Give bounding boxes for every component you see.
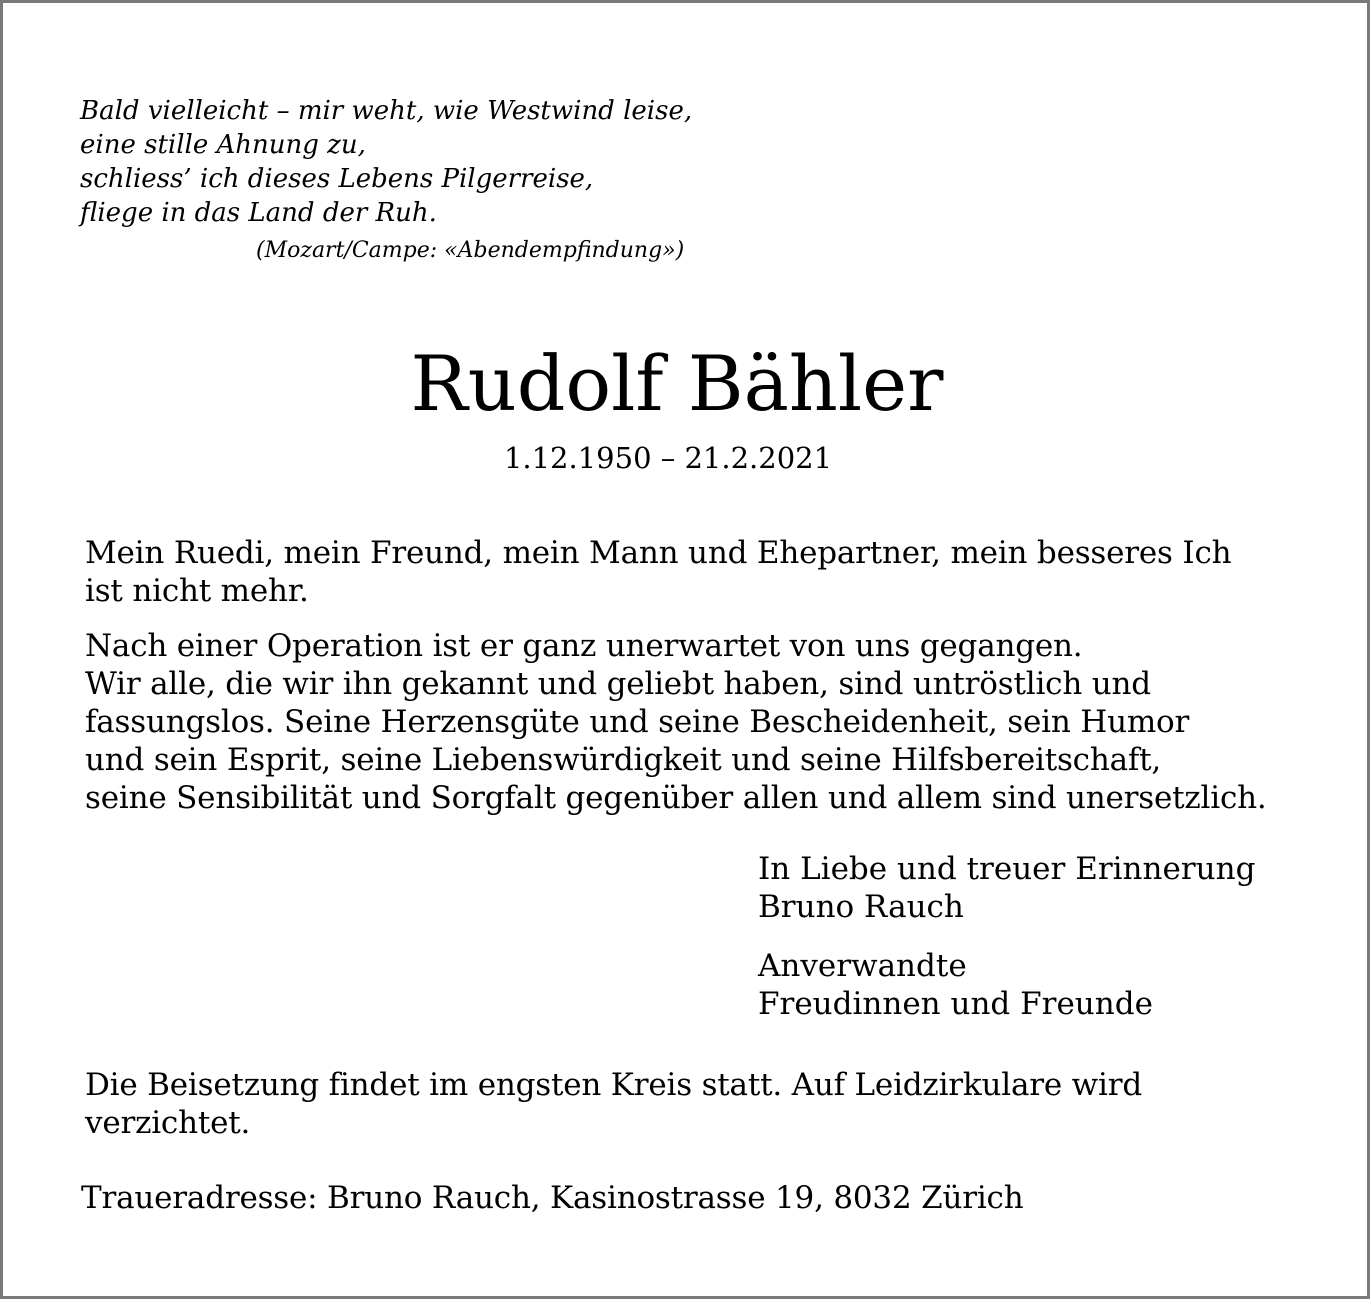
poem-line: Bald vielleicht – mir weht, wie Westwind leise, bbox=[80, 96, 693, 126]
signature-block bbox=[758, 850, 1255, 926]
poem-line: schliess’ ich dieses Lebens Pilgerreise, bbox=[80, 164, 594, 194]
text-line: fassungslos. Seine Herzensgüte und seine Bescheidenheit, sein Humor bbox=[85, 704, 1190, 740]
text-line: Die Beisetzung findet im engsten Kreis statt. Auf Leidzirkulare wird bbox=[85, 1067, 1142, 1103]
text-line: Wir alle, die wir ihn gekannt und geliebt haben, sind untröstlich und bbox=[85, 666, 1151, 702]
mourning-address: Traueradresse: Bruno Rauch, Kasinostrasse 19, 8032 Zürich bbox=[81, 1180, 1024, 1216]
poem-line: eine stille Ahnung zu, bbox=[80, 130, 366, 160]
burial-notice bbox=[85, 1066, 1142, 1142]
text-line: seine Sensibilität und Sorgfalt gegenüber allen und allem sind unersetzlich. bbox=[85, 780, 1267, 816]
life-dates: 1.12.1950 – 21.2.2021 bbox=[503, 441, 833, 475]
text-line: Mein Ruedi, mein Freund, mein Mann und Ehepartner, mein besseres Ich bbox=[85, 535, 1232, 571]
poem-verse bbox=[80, 94, 692, 230]
poem-source: (Mozart/Campe: «Abendempfindung») bbox=[256, 238, 685, 263]
poem-line: fliege in das Land der Ruh. bbox=[80, 198, 437, 228]
text-line: verzichtet. bbox=[85, 1105, 251, 1141]
deceased-name: Rudolf Bähler bbox=[410, 339, 944, 428]
text-line: und sein Esprit, seine Liebenswürdigkeit und seine Hilfsbereitschaft, bbox=[85, 742, 1162, 778]
mourners-block bbox=[758, 947, 1153, 1023]
intro-paragraph bbox=[85, 534, 1231, 610]
text-line: ist nicht mehr. bbox=[85, 573, 309, 609]
signature-closing: In Liebe und treuer Erinnerung bbox=[758, 851, 1256, 887]
text-line: Nach einer Operation ist er ganz unerwartet von uns gegangen. bbox=[85, 628, 1083, 664]
mourners-relatives: Anverwandte bbox=[758, 948, 967, 984]
signature-name: Bruno Rauch bbox=[758, 889, 964, 925]
mourners-friends: Freudinnen und Freunde bbox=[758, 986, 1153, 1022]
body-paragraph bbox=[85, 627, 1267, 817]
